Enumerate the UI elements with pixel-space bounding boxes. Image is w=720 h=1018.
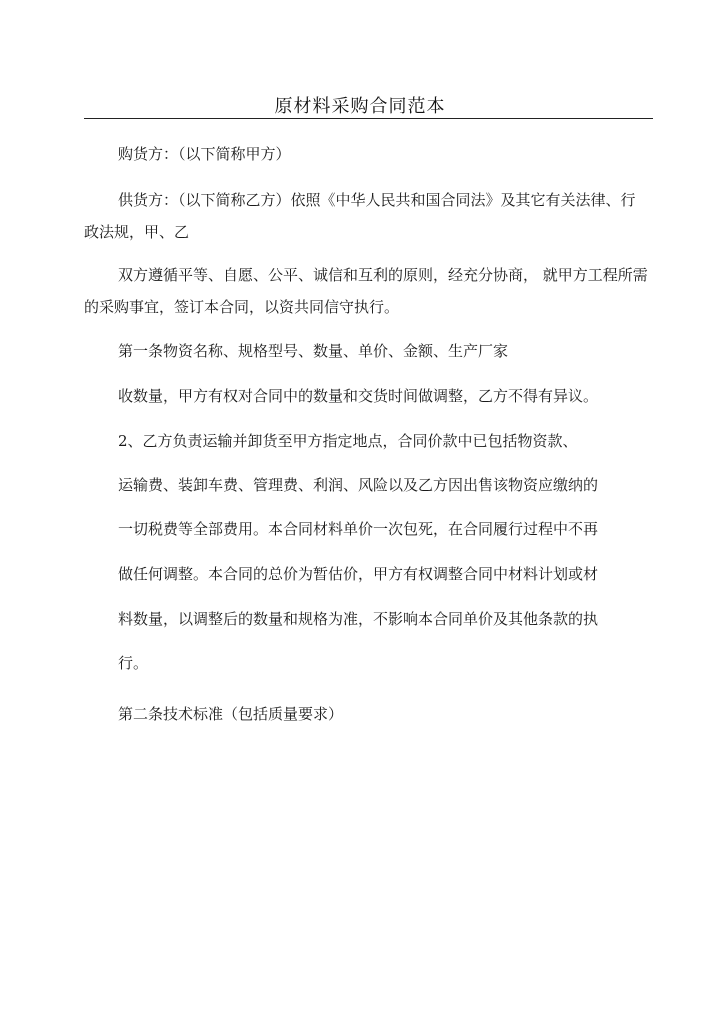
clause-two-line-6: 行。 <box>118 654 149 672</box>
buyer-line: 购货方：（以下简称甲方） <box>118 145 291 163</box>
seller-line: 供货方：（以下简称乙方）依照《中华人民共和国合同法》及其它有关法律、行 <box>118 191 636 209</box>
title-underline <box>84 118 653 119</box>
clause-two-line-1: 2、乙方负责运输并卸货至甲方指定地点，合同价款中已包括物资款、 <box>118 432 578 450</box>
clause-two-line-5: 料数量，以调整后的数量和规格为准，不影响本合同单价及其他条款的执 <box>118 610 599 628</box>
article-two-heading: 第二条技术标准（包括质量要求） <box>118 705 344 723</box>
document-title: 原材料采购合同范本 <box>274 96 446 117</box>
clause-two-line-4: 做任何调整。本合同的总价为暂估价，甲方有权调整合同中材料计划或材 <box>118 565 599 583</box>
quantity-clause-line: 收数量，甲方有权对合同中的数量和交货时间做调整，乙方不得有异议。 <box>118 387 599 405</box>
seller-line-continued: 政法规，甲、乙 <box>84 223 190 241</box>
principles-line-continued: 的采购事宜，签订本合同，以资共同信守执行。 <box>84 298 400 316</box>
article-one-heading: 第一条物资名称、规格型号、数量、单价、金额、生产厂家 <box>118 342 509 360</box>
principles-line: 双方遵循平等、自愿、公平、诚信和互利的原则，经充分协商， 就甲方工程所需 <box>118 266 648 284</box>
clause-two-line-2: 运输费、装卸车费、管理费、利润、风险以及乙方因出售该物资应缴纳的 <box>118 476 599 494</box>
clause-two-line-3: 一切税费等全部费用。本合同材料单价一次包死，在合同履行过程中不再 <box>118 520 599 538</box>
